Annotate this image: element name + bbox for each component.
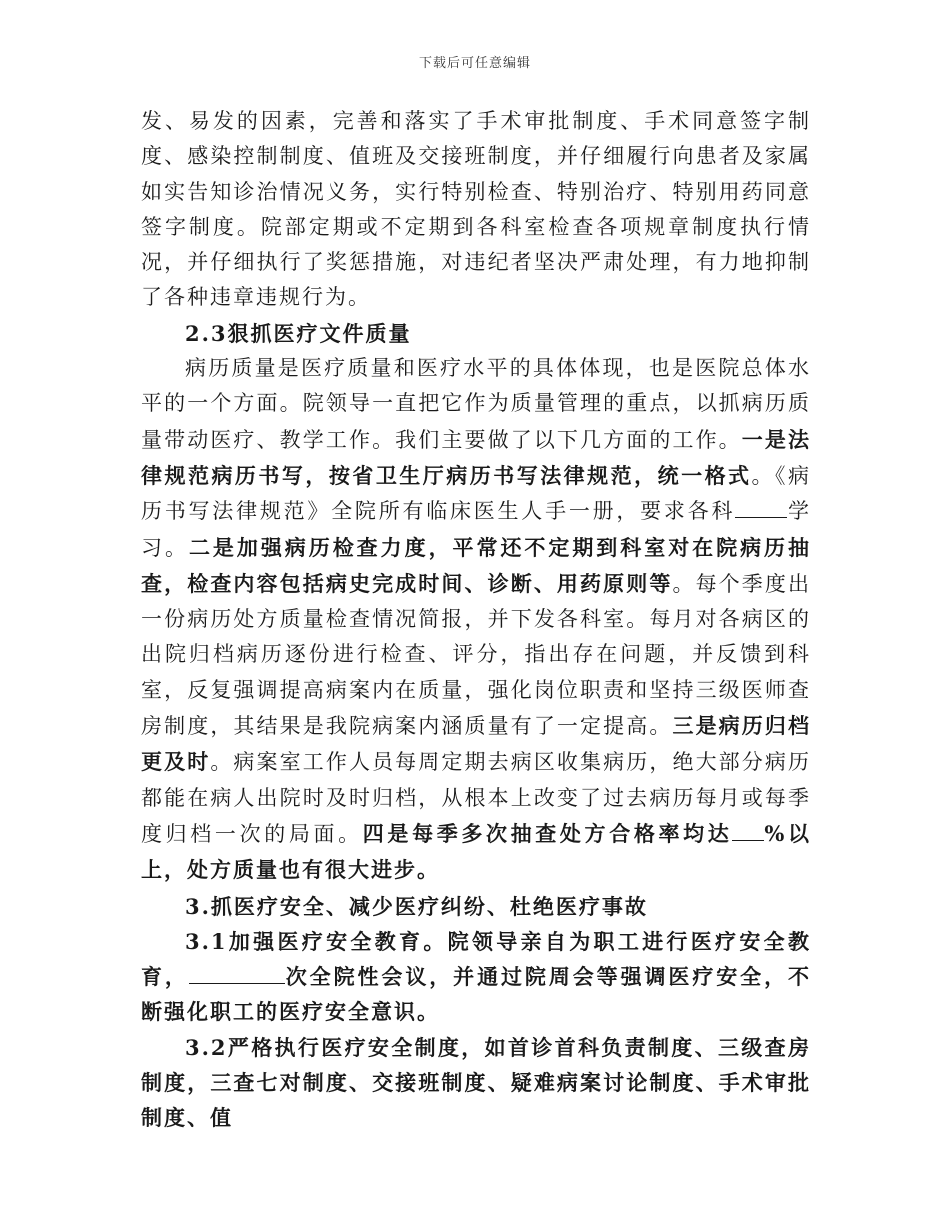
paragraph-3-2: 3.2严格执行医疗安全制度，如首诊首科负责制度、三级查房制度，三查七对制度、交接班制度、疑难病案讨论制度、手术审批制度、值	[141, 1034, 811, 1131]
paragraph-rules: 发、易发的因素，完善和落实了手术审批制度、手术同意签字制度、感染控制制度、值班及交接班制度，并仔细履行向患者及家属如实告知诊治情况义务，实行特别检查、特别治疗、特别用药同意签字制度。院部定期或不定期到各科室检查各项规章制度执行情况，并仔细执行了奖惩措施，对违纪者坚决严肃处理，有力地抑制了各种违章违规行为。	[141, 109, 811, 310]
fill-in-blank	[732, 822, 764, 841]
page-header: 下载后可任意编辑	[418, 56, 531, 71]
bold-run-point-2: 二是加强病历检查力度，平常还不定期到科室对在院病历抽查，检查内容包括病史完成时间、诊断、用药原则等	[141, 534, 812, 596]
text-run: 。每个季度出一份病历处方质量检查情况简报，并下发各科室。每月对各病区的出院归档病历逐份进行检查、评分，指出存在问题，并反馈到科室，反复强调提高病案内在质量，强化岗位职责和坚持三级医师查房制度，其结果是我院病案内涵质量有了一定提高。	[141, 571, 812, 739]
paragraph-3-1	[141, 924, 811, 1030]
bold-run-point-1: 一是法律规范病历书写，按省卫生厅病历书写法律规范，统一格式	[141, 426, 812, 488]
fill-in-blank	[189, 965, 285, 984]
section-heading-3: 3.抓医疗安全、减少医疗纠纷、杜绝医疗事故	[185, 893, 648, 919]
bold-run-point-4: 四是每季多次抽查处方合格率均达	[362, 820, 733, 846]
paragraph-medical-records	[141, 351, 811, 888]
text-run: 3.1加强医疗安全教育。院领导亲自为职工进行医疗安全教育，	[141, 928, 811, 990]
text-run: 次全院性会议，并通过院周会等强调医疗安全，不断强化职工的医疗安全意识。	[141, 964, 812, 1025]
text-run: 。《病历书写法律规范》全院所有临床医生人手一册，要求各科	[141, 463, 812, 524]
text-run: 。病案室工作人员每周定期去病区收集病历，绝大部分病历都能在病人出院时及时归档，从根本上改变了过去病历每月或每季度归档一次的局面。	[141, 750, 812, 846]
document-body	[141, 104, 811, 1136]
section-heading-2-3: 2.3狠抓医疗文件质量	[185, 320, 412, 346]
bold-run-point-4-end: %以上，处方质量也有很大进步。	[141, 820, 812, 883]
fill-in-blank	[735, 499, 787, 518]
text-run: 病历质量是医疗质量和医疗水平的具体体现，也是医院总体水平的一个方面。院领导一直把它作为质量管理的重点，以抓病历质量带动医疗、教学工作。我们主要做了以下几方面的工作。	[141, 356, 811, 452]
bold-run-point-3: 三是病历归档更及时	[141, 713, 812, 775]
text-run: 学习。	[141, 499, 812, 560]
